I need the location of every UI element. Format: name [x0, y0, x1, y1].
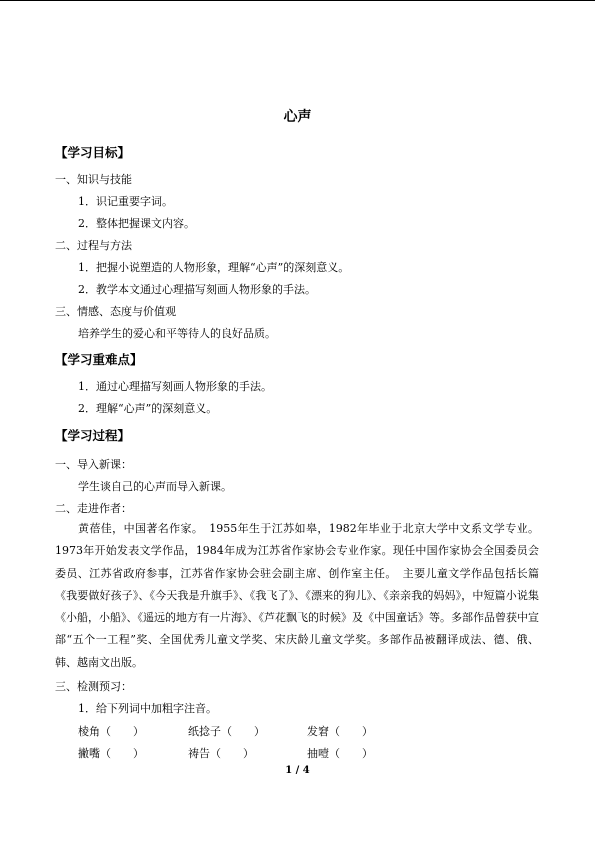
objectives-section-3: 三、情感、态度与价值观: [55, 305, 176, 318]
pinyin-blank: 棱角（ ）: [78, 725, 144, 738]
objectives-section-2-item: 1．把握小说塑造的人物形象，理解“心声”的深刻意义。: [78, 261, 350, 274]
objectives-section-1-item: 1．识记重要字词。: [78, 195, 173, 208]
objectives-heading: 【学习目标】: [55, 145, 131, 160]
objectives-section-2-item: 2．教学本文通过心理描写刻画人物形象的手法。: [78, 283, 316, 296]
page-number: 1 / 4: [285, 765, 310, 776]
objectives-section-1: 一、知识与技能: [55, 173, 132, 186]
process-section-1: 一、导入新课：: [55, 458, 132, 471]
process-section-3: 三、检测预习：: [55, 680, 132, 693]
page-title: 心声: [283, 109, 312, 125]
process-section-3-item: 1．给下列词中加粗字注音。: [78, 702, 217, 715]
process-section-1-text: 学生谈自己的心声而导入新课。: [78, 480, 232, 493]
author-paragraph: 黄蓓佳，中国著名作家。 1955年生于江苏如皋，1982年毕业于北京大学中文系文学专业。1973年开始发表文学作品，1984年成为江苏省作家协会专业作家。现任中国作家协会全国委员会委员、江苏省政府参事，江苏省作家协会驻会副主席、创作室主任。 主要儿童文学作品包括长篇《我要做好孩子》、《今天我是升旗手》、《我飞了》、《漂来的狗儿》、《亲亲我的妈妈》，中短篇小说集《小船，小船》、《遥远的地方有一片海》、《芦花飘飞的时候》及《中国童话》等。多部作品曾获中宣部“五个一工程”奖、全国优秀儿童文学奖、宋庆龄儿童文学奖。多部作品被翻译成法、德、俄、韩、越南文出版。: [55, 522, 539, 669]
key-points-item: 2．理解“心声”的深刻意义。: [78, 402, 218, 415]
key-points-item: 1．通过心理描写刻画人物形象的手法。: [78, 380, 272, 393]
pinyin-blank: 撇嘴（ ）: [78, 747, 144, 760]
objectives-section-1-item: 2．整体把握课文内容。: [78, 217, 195, 230]
objectives-section-2: 二、过程与方法: [55, 239, 132, 252]
pinyin-blank: 纸捻子（ ）: [188, 725, 265, 738]
pinyin-blank: 抽噎（ ）: [307, 747, 373, 760]
key-points-heading: 【学习重难点】: [55, 352, 143, 367]
objectives-section-3-text: 培养学生的爱心和平等待人的良好品质。: [78, 327, 276, 340]
process-heading: 【学习过程】: [55, 428, 131, 443]
pinyin-blank: 祷告（ ）: [188, 747, 254, 760]
process-section-2: 二、走进作者：: [55, 502, 132, 515]
pinyin-blank: 发窘（ ）: [307, 725, 373, 738]
